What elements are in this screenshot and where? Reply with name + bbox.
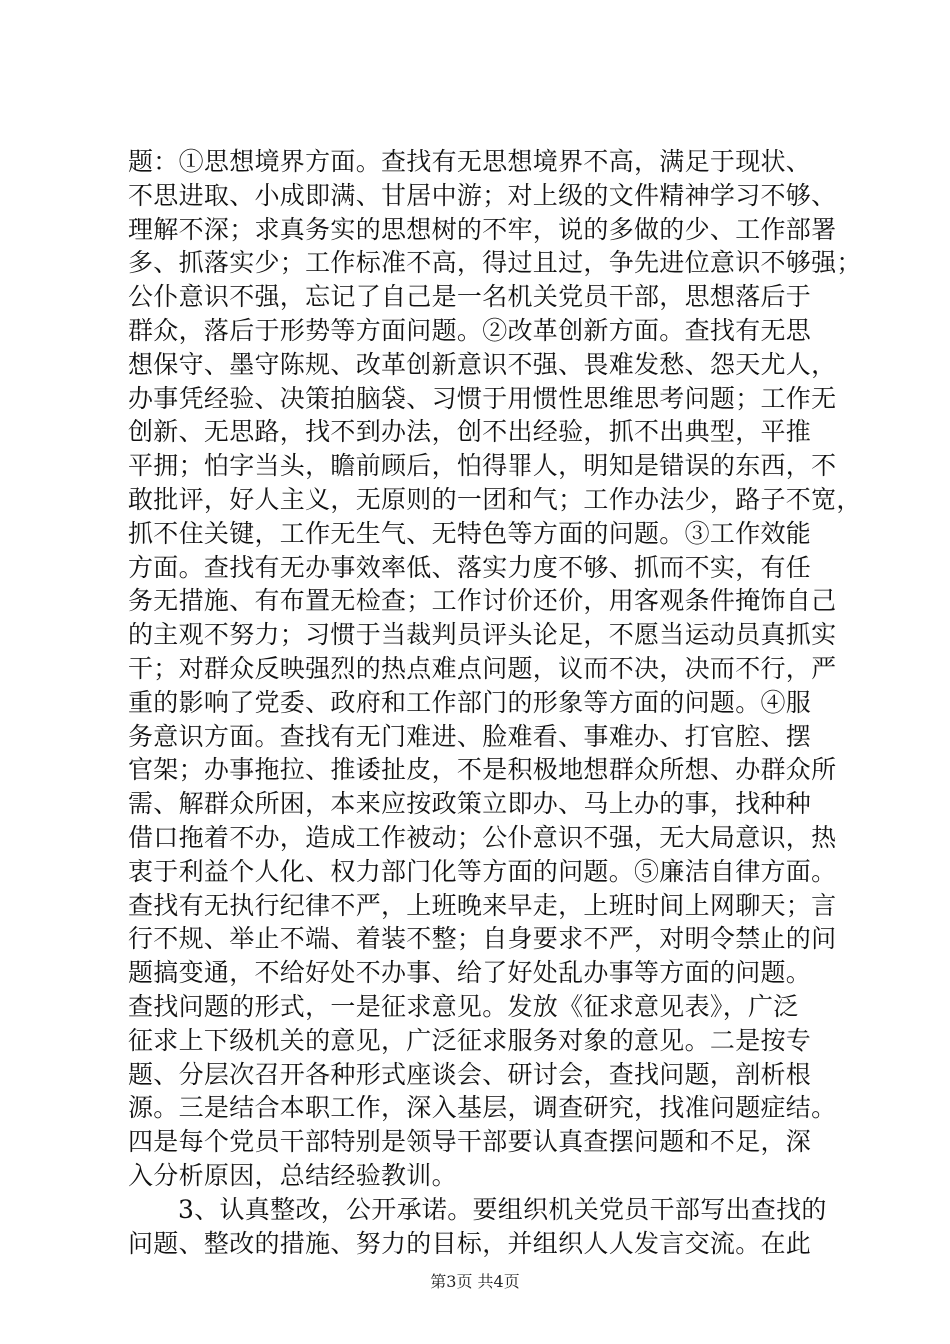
text-line: 源。三是结合本职工作，深入基层，调查研究，找准问题症结。 (128, 1093, 837, 1123)
text-line: 借口拖着不办，造成工作被动；公仆意识不强，无大局意识，热 (128, 822, 837, 852)
text-line: 公仆意识不强，忘记了自己是一名机关党员干部，思想落后于 (128, 282, 812, 312)
text-line: 理解不深；求真务实的思想树的不牢，说的多做的少、工作部署 (128, 214, 837, 244)
text-line: 办事凭经验、决策拍脑袋、习惯于用惯性思维思考问题；工作无 (128, 383, 837, 413)
text-line: 的主观不努力；习惯于当裁判员评头论足，不愿当运动员真抓实 (128, 620, 837, 650)
text-line: 题：①思想境界方面。查找有无思想境界不高，满足于现状、 (128, 147, 812, 176)
text-line: 平拥；怕字当头，瞻前顾后，怕得罪人，明知是错误的东西，不 (128, 451, 837, 481)
text-line: 敢批评，好人主义，无原则的一团和气；工作办法少，路子不宽， (128, 484, 862, 514)
text-line: 查找问题的形式，一是征求意见。发放《征求意见表》，广泛 (128, 991, 799, 1021)
text-line: 务意识方面。查找有无门难进、脸难看、事难办、打官腔、摆 (128, 721, 812, 751)
paragraph-start-line: 3、认真整改，公开承诺。要组织机关党员干部写出查找的 (178, 1194, 827, 1224)
text-line: 征求上下级机关的意见，广泛征求服务对象的意见。二是按专 (128, 1025, 812, 1055)
text-line: 干；对群众反映强烈的热点难点问题，议而不决，决而不行，严 (128, 653, 837, 683)
page-number-footer: 第3页 共4页 (430, 1272, 520, 1291)
text-line: 问题、整改的措施、努力的目标，并组织人人发言交流。在此 (128, 1228, 812, 1258)
text-line: 创新、无思路，找不到办法，创不出经验，抓不出典型，平推 (128, 417, 812, 447)
text-line: 需、解群众所困，本来应按政策立即办、马上办的事，找种种 (128, 789, 812, 819)
text-line: 行不规、举止不端、着装不整；自身要求不严，对明令禁止的问 (128, 924, 837, 954)
text-line: 题、分层次召开各种形式座谈会、研讨会，查找问题，剖析根 (128, 1059, 812, 1089)
text-line: 重的影响了党委、政府和工作部门的形象等方面的问题。④服 (128, 687, 812, 717)
document-body (128, 145, 862, 1260)
text-line: 题搞变通，不给好处不办事、给了好处乱办事等方面的问题。 (128, 958, 812, 988)
text-line: 群众，落后于形势等方面问题。②改革创新方面。查找有无思 (128, 315, 812, 345)
text-line: 想保守、墨守陈规、改革创新意识不强、畏难发愁、怨天尤人， (128, 349, 837, 379)
text-line: 多、抓落实少；工作标准不高，得过且过，争先进位意识不够强； (128, 248, 862, 278)
text-line: 抓不住关键，工作无生气、无特色等方面的问题。③工作效能 (128, 518, 812, 548)
text-line: 官架；办事拖拉、推诿扯皮，不是积极地想群众所想、办群众所 (128, 755, 837, 785)
text-line: 四是每个党员干部特别是领导干部要认真查摆问题和不足，深 (128, 1127, 812, 1157)
text-line: 入分析原因，总结经验教训。 (128, 1160, 457, 1190)
text-line: 方面。查找有无办事效率低、落实力度不够、抓而不实，有任 (128, 552, 812, 582)
text-line: 务无措施、有布置无检查；工作讨价还价，用客观条件掩饰自己 (128, 586, 837, 616)
text-line: 不思进取、小成即满、甘居中游；对上级的文件精神学习不够、 (128, 180, 837, 210)
text-line: 查找有无执行纪律不严，上班晚来早走，上班时间上网聊天；言 (128, 890, 837, 920)
text-line: 衷于利益个人化、权力部门化等方面的问题。⑤廉洁自律方面。 (128, 856, 837, 886)
